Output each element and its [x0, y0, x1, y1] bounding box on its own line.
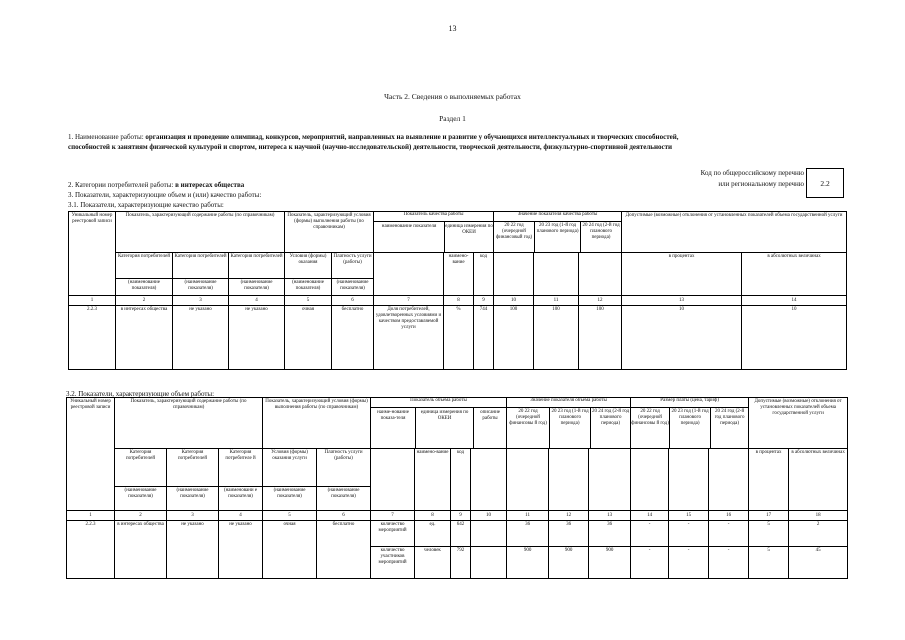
t2-h-unit: единица измерения по ОКЕИ: [416, 408, 474, 448]
t1-h-empty-y1: [494, 253, 534, 296]
t2-value-y2: 900: [549, 547, 589, 579]
t1-cat1: в интересах общества: [116, 306, 173, 370]
t1-h-unit-code: код: [474, 253, 494, 296]
t2-col-number: 2: [115, 511, 167, 521]
t1-h-note1: (наименование показателя): [116, 279, 173, 296]
t1-col-number: 1: [69, 296, 116, 306]
indicators-heading: 3. Показатели, характеризующие объем и (или) качество работы:: [68, 191, 262, 199]
t2-col-number: 5: [263, 511, 317, 521]
t1-h-note3: (наименование показателя): [229, 279, 285, 296]
t1-dev-pct: 10: [622, 306, 742, 370]
t1-h-conditions: Показатель, характеризующий условия (формы) выполнения работы (по справочникам): [285, 212, 374, 253]
t1-h-form: Условия (формы) оказания: [285, 253, 332, 279]
t1-unit: %: [444, 306, 474, 370]
t1-h-unit: единица измерения по ОКЕИ: [445, 224, 493, 235]
consumers-label: 2. Категории потребителей работы:: [68, 181, 176, 189]
t2-h-year3: 20 24 год (2-й год планового периода): [591, 409, 630, 426]
t2-h-note1: (наименование показателя): [115, 487, 167, 511]
work-name-value: организация и проведение олимпиад, конкурсов, мероприятий, направленных на выявление и развитие у обучающихся интеллектуальных и творческих способностей, способностей к занятиям физической культурой и спортом, интереса к научной (научно-исследовательской) деятельности, творческой деятельности, физкультурно-спортивной деятельности: [68, 133, 679, 151]
t1-h-dev-pct: в процентах: [622, 253, 742, 296]
t1-code: 2.2.3: [69, 306, 116, 370]
t2-code: 2.2.3: [67, 521, 115, 579]
t2-form: очная: [263, 521, 317, 579]
t1-h-values-title: Значение показателя качества работы: [494, 212, 621, 222]
t1-h-fee: Платность услуги (работы): [332, 253, 374, 279]
t2-h-values: [507, 398, 631, 449]
t2-h-note5: (наименование показателя): [317, 487, 371, 511]
t2-fee-y2: -: [669, 521, 709, 547]
t2-col-number: 12: [549, 511, 589, 521]
quality-table: [68, 211, 847, 370]
t1-value-y1: 100: [494, 306, 534, 370]
t1-h-year2: 20 23 год (1-й год планового периода): [535, 222, 581, 252]
t2-desc: [471, 521, 507, 547]
t2-name: количество мероприятий: [371, 521, 415, 547]
t1-data-row: [69, 306, 847, 370]
t1-h-empty-y2: [534, 253, 579, 296]
t1-h-note5: (наименование показателя): [332, 279, 374, 296]
work-name: [68, 133, 708, 152]
t2-h-empty-desc: [471, 449, 507, 511]
t2-col-number: 13: [589, 511, 631, 521]
work-name-label: 1. Наименование работы:: [68, 133, 146, 141]
t1-h-year3: 20 24 год (2-й год планового периода): [582, 223, 620, 240]
t2-h-conditions: Показатель, характеризующий условия (формы) выполнения работы (по справочникам): [263, 398, 371, 449]
page-number: 13: [448, 24, 457, 33]
t1-col-number: 11: [534, 296, 579, 306]
t1-h-unit-name: наимено-вание: [444, 253, 474, 296]
t1-indicator: Доля потребителей, удовлетворенных условиями и качеством предоставляемой услуги: [374, 306, 444, 370]
volume-heading: 3.2. Показатели, характеризующие объем работы:: [66, 390, 215, 398]
t2-col-number: 1: [67, 511, 115, 521]
okdp-label: Код по общероссийскому перечню или региональному перечню: [700, 169, 804, 188]
t2-fee-y3: -: [709, 547, 749, 579]
t1-h-year1: 20 22 год (очередной финансовый год): [494, 222, 535, 252]
t2-h-cat2: Категория потребителей: [167, 449, 219, 487]
t2-col-number: 4: [219, 511, 263, 521]
t2-fee-y1: -: [631, 521, 669, 547]
consumers-value: в интересах общества: [175, 181, 245, 189]
t2-h-dev-pct: в процентах: [749, 449, 789, 511]
section-title: Раздел 1: [439, 114, 466, 123]
t2-h-empty-v3: [589, 449, 631, 511]
t2-h-values-title: Значение показателя объема работы: [507, 398, 630, 408]
t1-col-number: 2: [116, 296, 173, 306]
t2-h-empty-f1: [631, 449, 669, 511]
t1-col-number: 9: [474, 296, 494, 306]
t2-desc: [471, 547, 507, 579]
t1-cat2: не указано: [173, 306, 229, 370]
t1-h-content: Показатель, характеризующий содержание работы (по справочникам): [116, 212, 285, 253]
t1-h-dev-abs: в абсолютных величинах: [742, 253, 847, 296]
t1-col-number: 7: [374, 296, 444, 306]
consumer-categories: [68, 181, 244, 189]
t2-value-y3: 900: [589, 547, 631, 579]
t2-h-fee-year2: 20 23 год (1-й год планового периода): [670, 408, 711, 448]
quality-heading: 3.1. Показатели, характеризующие качество работы:: [68, 201, 224, 209]
t1-col-number: 14: [742, 296, 847, 306]
t2-h-dev-abs: в абсолютных величинах: [789, 449, 848, 511]
t1-h-values: [494, 212, 622, 253]
t2-fee-y1: -: [631, 547, 669, 579]
t2-h-fee-size-title: Размер платы (цена, тариф): [631, 398, 748, 408]
t2-col-number: 3: [167, 511, 219, 521]
t2-col-number: 8: [415, 511, 451, 521]
t1-h-quality-title: Показатель качества работы: [374, 212, 493, 222]
t1-col-number: 13: [622, 296, 742, 306]
t1-h-cat1: Категория потребителей: [116, 253, 173, 279]
t2-col-number: 17: [749, 511, 789, 521]
t1-h-empty-y3: [579, 253, 622, 296]
t1-h-cat3: Категория потребителей: [229, 253, 285, 279]
t2-h-unique: Уникальный номер реестровой записи: [67, 398, 115, 511]
t2-h-empty-v1: [507, 449, 549, 511]
t1-h-quality-name: наименование показателя: [374, 222, 445, 252]
t2-h-cat1: Категория потребителей: [115, 449, 167, 487]
t2-h-desc: описание работы: [480, 410, 500, 421]
t1-col-number: 10: [494, 296, 534, 306]
t2-h-year2: 20 23 год (1-й год планового периода): [550, 408, 591, 448]
t2-h-empty-name: [371, 449, 415, 511]
t2-h-content: Показатель, характеризующий содержание работы (по справочникам): [115, 398, 263, 449]
t2-h-fee-year1: 20 22 год (очередной финансовы й год): [631, 408, 670, 448]
t2-h-note2: (наименование показателя): [167, 487, 219, 511]
t2-col-number: 9: [451, 511, 471, 521]
t2-col-number: 7: [371, 511, 415, 521]
t2-value-y1: 36: [507, 521, 549, 547]
t2-h-fee-year3: 20 24 год (2-й год планового периода): [714, 409, 745, 426]
t2-dev-abs: 45: [789, 547, 848, 579]
t2-okei: 792: [451, 547, 471, 579]
t1-value-y3: 100: [579, 306, 622, 370]
t1-number-row: [69, 296, 847, 306]
t2-fee-y2: -: [669, 547, 709, 579]
t2-col-number: 6: [317, 511, 371, 521]
t1-col-number: 4: [229, 296, 285, 306]
t2-h-fee-size: [631, 398, 749, 449]
t2-h-empty-f2: [669, 449, 709, 511]
t1-h-quality: [374, 212, 494, 253]
okdp-code: 2.2: [806, 168, 844, 198]
t1-col-number: 12: [579, 296, 622, 306]
t2-h-unit-code: код: [451, 449, 471, 511]
t1-fee: бесплатно: [332, 306, 374, 370]
t2-cat2: не указано: [167, 521, 219, 579]
part-title: Часть 2. Сведения о выполняемых работах: [384, 92, 521, 101]
t1-h-note2: (наименование показателя): [173, 279, 229, 296]
t2-fee: бесплатно: [317, 521, 371, 579]
t2-unit: ед.: [415, 521, 451, 547]
t1-col-number: 8: [444, 296, 474, 306]
t1-cat3: не указано: [229, 306, 285, 370]
t1-h-deviation: Допустимые (возможные) отклонения от установленных показателей объема государственной услуги: [622, 212, 847, 253]
t2-unit: человек: [415, 547, 451, 579]
t2-h-note4: (наименование показателя): [263, 487, 317, 511]
t1-col-number: 6: [332, 296, 374, 306]
t2-h-cat3: Категория потребителе й: [219, 449, 263, 487]
t2-dev-pct: 5: [749, 547, 789, 579]
t2-dev-pct: 5: [749, 521, 789, 547]
t1-col-number: 5: [285, 296, 332, 306]
t2-value-y1: 900: [507, 547, 549, 579]
t2-h-unit-name: наимено-вание: [415, 449, 451, 511]
t2-h-form: Условия (формы) оказания услуги: [263, 449, 317, 487]
volume-table: [66, 397, 848, 579]
t2-name: количество участников мероприятий: [371, 547, 415, 579]
t2-h-note3: (наименовани е показателя): [219, 487, 263, 511]
t1-col-number: 3: [173, 296, 229, 306]
t2-col-number: 10: [471, 511, 507, 521]
t2-h-volume-title: Показатель объема работы: [371, 398, 506, 408]
t2-okei: 642: [451, 521, 471, 547]
t2-data-row: [67, 521, 848, 547]
t1-h-note4: (наименование показателя): [285, 279, 332, 296]
t2-h-name: наиме-нование показа-теля: [371, 408, 416, 448]
t1-form: очная: [285, 306, 332, 370]
t2-col-number: 14: [631, 511, 669, 521]
t2-col-number: 15: [669, 511, 709, 521]
t2-cat3: не указано: [219, 521, 263, 579]
t2-h-empty-f3: [709, 449, 749, 511]
t1-h-unique: Уникальный номер реестровой записи: [69, 212, 116, 296]
t2-col-number: 11: [507, 511, 549, 521]
t2-cat1: в интересах общества: [115, 521, 167, 579]
t2-value-y3: 36: [589, 521, 631, 547]
t2-number-row: [67, 511, 848, 521]
t1-h-cat2: Категория потребителей: [173, 253, 229, 279]
t1-okei: 744: [474, 306, 494, 370]
t1-value-y2: 100: [534, 306, 579, 370]
t2-h-year1: 20 22 год (очередной финансовы й год): [507, 408, 550, 448]
t1-h-empty: [374, 253, 444, 296]
t2-h-empty-v2: [549, 449, 589, 511]
t2-h-fee: Платность услуги (работы): [317, 449, 371, 487]
t2-h-volume: [371, 398, 507, 449]
t2-value-y2: 36: [549, 521, 589, 547]
t2-col-number: 18: [789, 511, 848, 521]
t2-fee-y3: -: [709, 521, 749, 547]
t2-col-number: 16: [709, 511, 749, 521]
t1-dev-abs: 10: [742, 306, 847, 370]
t2-h-deviation: Допустимые (возможные) отклонения от установленных показателей объема государственной услуги: [749, 398, 848, 449]
t2-dev-abs: 2: [789, 521, 848, 547]
